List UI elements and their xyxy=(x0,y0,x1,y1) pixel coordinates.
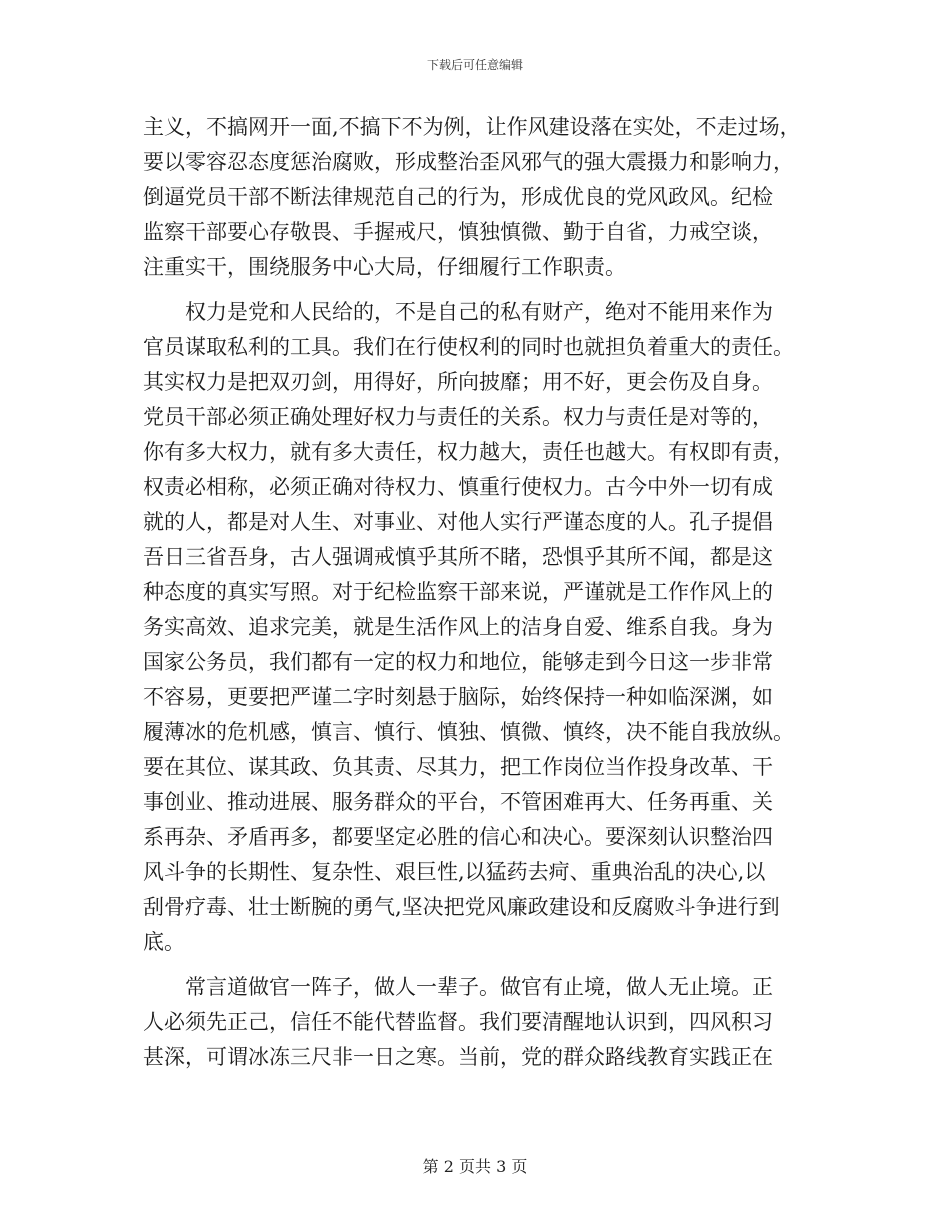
text-line: 事创业、推动进展、服务群众的平台，不管困难再大、任务再重、关 xyxy=(143,790,773,814)
paragraph xyxy=(143,110,815,285)
text-line: 履薄冰的危机感，慎言、慎行、慎独、慎微、慎终，决不能自我放纵。 xyxy=(143,720,794,744)
text-line: 甚深，可谓冰冻三尺非一日之寒。当前，党的群众路线教育实践正在 xyxy=(143,1045,773,1069)
text-line: 你有多大权力，就有多大责任，权力越大，责任也越大。有权即有责， xyxy=(143,440,794,464)
text-line: 其实权力是把双刃剑，用得好，所向披靡；用不好，更会伤及自身。 xyxy=(143,370,773,394)
text-line: 底。 xyxy=(143,930,185,954)
paragraph xyxy=(143,295,815,960)
text-line: 吾日三省吾身，古人强调戒慎乎其所不睹，恐惧乎其所不闻，都是这 xyxy=(143,545,773,569)
paragraph-gap xyxy=(143,960,815,970)
text-line: 监察干部要心存敬畏、手握戒尺，慎独慎微、勤于自省，力戒空谈， xyxy=(143,220,773,244)
text-line: 官员谋取私利的工具。我们在行使权利的同时也就担负着重大的责任。 xyxy=(143,335,794,359)
text-line: 种态度的真实写照。对于纪检监察干部来说，严谨就是工作作风上的 xyxy=(143,580,773,604)
text-line: 人必须先正己，信任不能代替监督。我们要清醒地认识到，四风积习 xyxy=(143,1010,773,1034)
text-line: 系再杂、矛盾再多，都要坚定必胜的信心和决心。要深刻认识整治四 xyxy=(143,825,773,849)
page-header: 下载后可任意编辑 xyxy=(426,58,523,72)
text-line: 国家公务员，我们都有一定的权力和地位，能够走到今日这一步非常 xyxy=(143,650,773,674)
document-body xyxy=(143,110,815,1075)
text-line: 就的人，都是对人生、对事业、对他人实行严谨态度的人。孔子提倡 xyxy=(143,510,773,534)
text-line: 务实高效、追求完美，就是生活作风上的洁身自爱、维系自我。身为 xyxy=(143,615,773,639)
page-footer-page-number: 第 2 页共 3 页 xyxy=(422,1157,528,1176)
text-line: 风斗争的长期性、复杂性、艰巨性,以猛药去疴、重典治乱的决心,以 xyxy=(143,860,766,884)
text-line: 刮骨疗毒、壮士断腕的勇气,坚决把党风廉政建设和反腐败斗争进行到 xyxy=(143,895,780,919)
text-line: 不容易，更要把严谨二字时刻悬于脑际，始终保持一种如临深渊，如 xyxy=(143,685,773,709)
text-line: 注重实干，围绕服务中心大局，仔细履行工作职责。 xyxy=(143,255,626,279)
text-line: 倒逼党员干部不断法律规范自己的行为，形成优良的党风政风。纪检 xyxy=(143,185,773,209)
paragraph-gap xyxy=(143,285,815,295)
text-line: 党员干部必须正确处理好权力与责任的关系。权力与责任是对等的， xyxy=(143,405,773,429)
text-line: 常言道做官一阵子，做人一辈子。做官有止境，做人无止境。正 xyxy=(143,975,773,999)
text-line: 权力是党和人民给的，不是自己的私有财产，绝对不能用来作为 xyxy=(143,300,773,324)
text-line: 要以零容忍态度惩治腐败，形成整治歪风邪气的强大震摄力和影响力， xyxy=(143,150,794,174)
text-line: 权责必相称，必须正确对待权力、慎重行使权力。古今中外一切有成 xyxy=(143,475,773,499)
paragraph xyxy=(143,970,815,1075)
text-line: 要在其位、谋其政、负其责、尽其力，把工作岗位当作投身改革、干 xyxy=(143,755,773,779)
text-line: 主义，不搞网开一面,不搞下不为例，让作风建设落在实处，不走过场， xyxy=(143,115,801,139)
